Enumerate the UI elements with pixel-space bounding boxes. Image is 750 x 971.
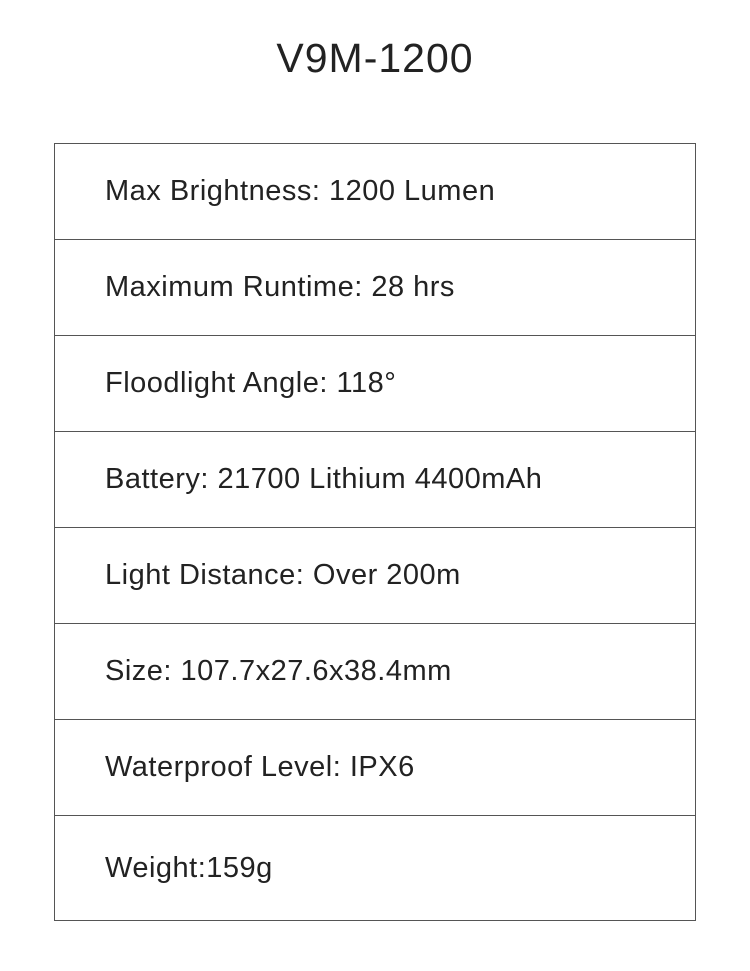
spec-row-size (55, 624, 695, 720)
spec-text: Battery: 21700 Lithium 4400mAh (105, 463, 543, 495)
spec-text: Maximum Runtime: 28 hrs (105, 271, 455, 303)
spec-row-battery (55, 432, 695, 528)
page-title: V9M-1200 (276, 35, 474, 81)
spec-text: Waterproof Level: IPX6 (105, 751, 415, 783)
spec-row-waterproof-level (55, 720, 695, 816)
spec-row-max-runtime (55, 240, 695, 336)
spec-row-weight (55, 816, 695, 920)
spec-row-floodlight-angle (55, 336, 695, 432)
spec-text: Max Brightness: 1200 Lumen (105, 175, 496, 207)
spec-table (54, 143, 696, 921)
spec-text: Size: 107.7x27.6x38.4mm (105, 655, 452, 687)
spec-text: Light Distance: Over 200m (105, 559, 461, 591)
spec-text: Weight:159g (105, 851, 273, 884)
spec-text: Floodlight Angle: 118° (105, 367, 397, 399)
spec-row-max-brightness (55, 144, 695, 240)
spec-row-light-distance (55, 528, 695, 624)
